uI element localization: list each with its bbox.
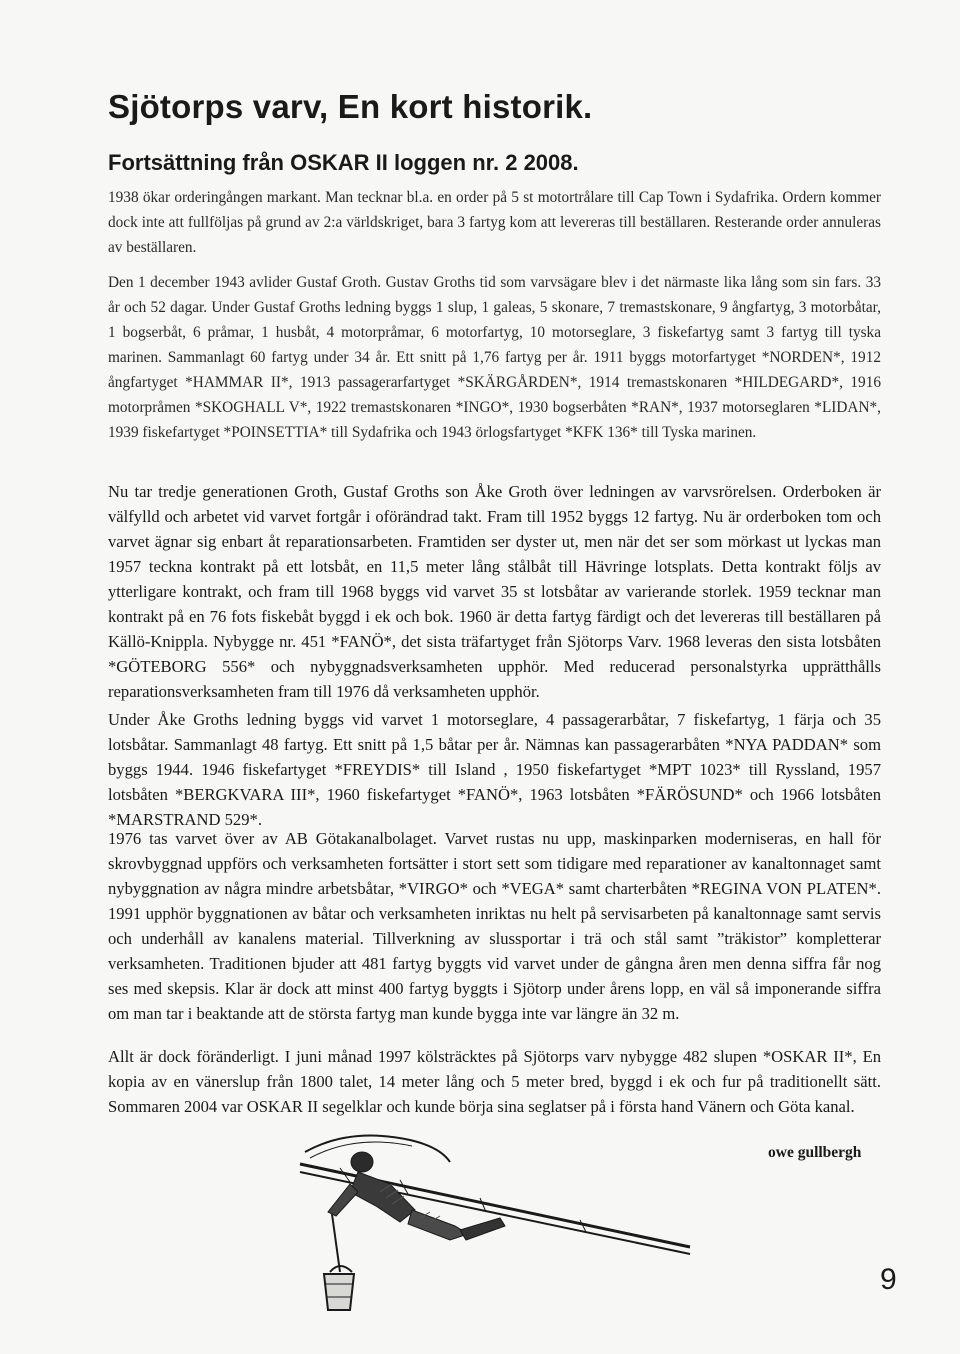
paragraph-gotakanalbolaget: 1976 tas varvet över av AB Götakanalbolaget. Varvet rustas nu upp, maskinparken moderniseras, en hall för skrovbyggnad uppförs och verksamheten fortsätter i stort sett som tidigare med reparationer av kanaltonnaget samt nybyggnation av några mindre arbetsbåtar, *VIRGO* och *VEGA* samt charterbåten *REGINA VON PLATEN*. 1991 upphör byggnationen av båtar och verksamheten inriktas nu helt på servisarbeten på kanaltonnage samt servis och underhåll av kanalens material. Tillverkning av slussportar i trä och stål samt ”träkistor” kompletterar verksamheten. Traditionen bjuder att 481 fartyg byggts vid varvet under de gångna åren men denna siffra får nog ses med skepsis. Klar är dock att minst 400 fartyg byggts i Sjötorp under årens lopp, en väl så imponerande siffra om man tar i beaktande att de största fartyg man kunde bygga inte var längre än 32 m. xyxy=(108,829,881,1023)
page-subtitle: Fortsättning från OSKAR II loggen nr. 2 2008. xyxy=(108,150,579,175)
paragraph-ake-groth-summary: Under Åke Groths ledning byggs vid varvet 1 motorseglare, 4 passagerarbåtar, 7 fiskefartyg, 1 färja och 35 lotsbåtar. Sammanlagt 48 fartyg. Ett snitt på 1,5 båtar per år. Nämnas kan passagerarbåten *NYA PADDAN* som byggs 1944. 1946 fiskefartyget *FREYDIS* till Island , 1950 fiskefartyget *MPT 1023* till Ryssland, 1957 lotsbåten *BERGKVARA III*, 1960 fiskefartyget *FANÖ*, 1963 lotsbåten *FÄRÖSUND* och 1966 lotsbåten *MARSTRAND 529*. xyxy=(108,710,881,829)
paragraph-1938-orders: 1938 ökar orderingången markant. Man tecknar bl.a. en order på 5 st motortrålare till Cap Town i Sydafrika. Ordern kommer dock inte att fullföljas på grund av 2:a världskriget, bara 3 fartyg kom att levereras till beställaren. Resterande order annuleras av beställaren. xyxy=(108,189,881,256)
shipwright-illustration xyxy=(280,1122,720,1342)
paragraph-gustaf-groth: Den 1 december 1943 avlider Gustaf Groth. Gustav Groths tid som varvsägare blev i det närmaste lika lång som sin fars. 33 år och 52 dagar. Under Gustaf Groths ledning byggs 1 slup, 1 galeas, 5 skonare, 7 tremastskonare, 9 ångfartyg, 3 motorbåtar, 1 bogserbåt, 6 pråmar, 1 husbåt, 4 motorpråmar, 6 motorfartyg, 10 motorseglare, 3 fiskefartyg samt 3 fartyg till tyska marinen. Sammanlagt 60 fartyg under 34 år. Ett snitt på 1,76 fartyg per år. 1911 byggs motorfartyget *NORDEN*, 1912 ångfartyget *HAMMAR II*, 1913 passagerarfartyget *SKÄRGÅRDEN*, 1914 tremastskonaren *HILDEGARD*, 1916 motorpråmen *SKOGHALL V*, 1922 tremastskonaren *INGO*, 1930 bogserbåten *RAN*, 1937 motorseglaren *LIDAN*, 1939 fiskefartyget *POINSETTIA* till Sydafrika och 1943 örlogsfartyget *KFK 136* till Tyska marinen. xyxy=(108,274,881,441)
page-title: Sjötorps varv, En kort historik. xyxy=(108,88,593,125)
bucket-drawing xyxy=(324,1266,354,1310)
author-signature: owe gullbergh xyxy=(768,1144,862,1161)
paragraph-oskar-ii: Allt är dock föränderligt. I juni månad 1997 kölsträcktes på Sjötorps varv nybygge 482 slupen *OSKAR II*, En kopia av en vänerslup från 1800 talet, 14 meter lång och 5 meter bred, byggd i ek och fur på traditionellt sätt. Sommaren 2004 var OSKAR II segelklar och kunde börja sina seglatser på i första hand Vänern och Göta kanal. xyxy=(108,1047,881,1116)
page-number: 9 xyxy=(880,1263,897,1296)
paragraph-ake-groth: Nu tar tredje generationen Groth, Gustaf Groths son Åke Groth över ledningen av varvsrörelsen. Orderboken är välfylld och arbetet vid varvet fortgår i oförändrad takt. Fram till 1952 byggs 12 fartyg. Nu är orderboken tom och varvet ägnar sig enbart åt reparationsarbeten. Framtiden ser dyster ut, men när det ser som mörkast ut lyckas man 1957 teckna kontrakt på ett lotsbåt, en 11,5 meter lång stålbåt till Hävringe lotsplats. Detta kontrakt följs av ytterligare kontrakt, och fram till 1968 byggs vid varvet 35 st lotsbåtar av varierande storlek. 1959 tecknar man kontrakt på en 76 fots fiskebåt byggd i ek och bok. 1960 är detta fartyg färdigt och det levereras till beställaren på Källö-Knippla. Nybygge nr. 451 *FANÖ*, det sista träfartyget från Sjötorps Varv. 1968 leveras den sista lotsbåten *GÖTEBORG 556* och nybyggnadsverksamheten upphör. Med reducerad personalstyrka upprätthålls reparationsverksamheten fram till 1976 då verksamheten upphör. xyxy=(108,482,881,701)
worker-figure xyxy=(328,1152,505,1272)
